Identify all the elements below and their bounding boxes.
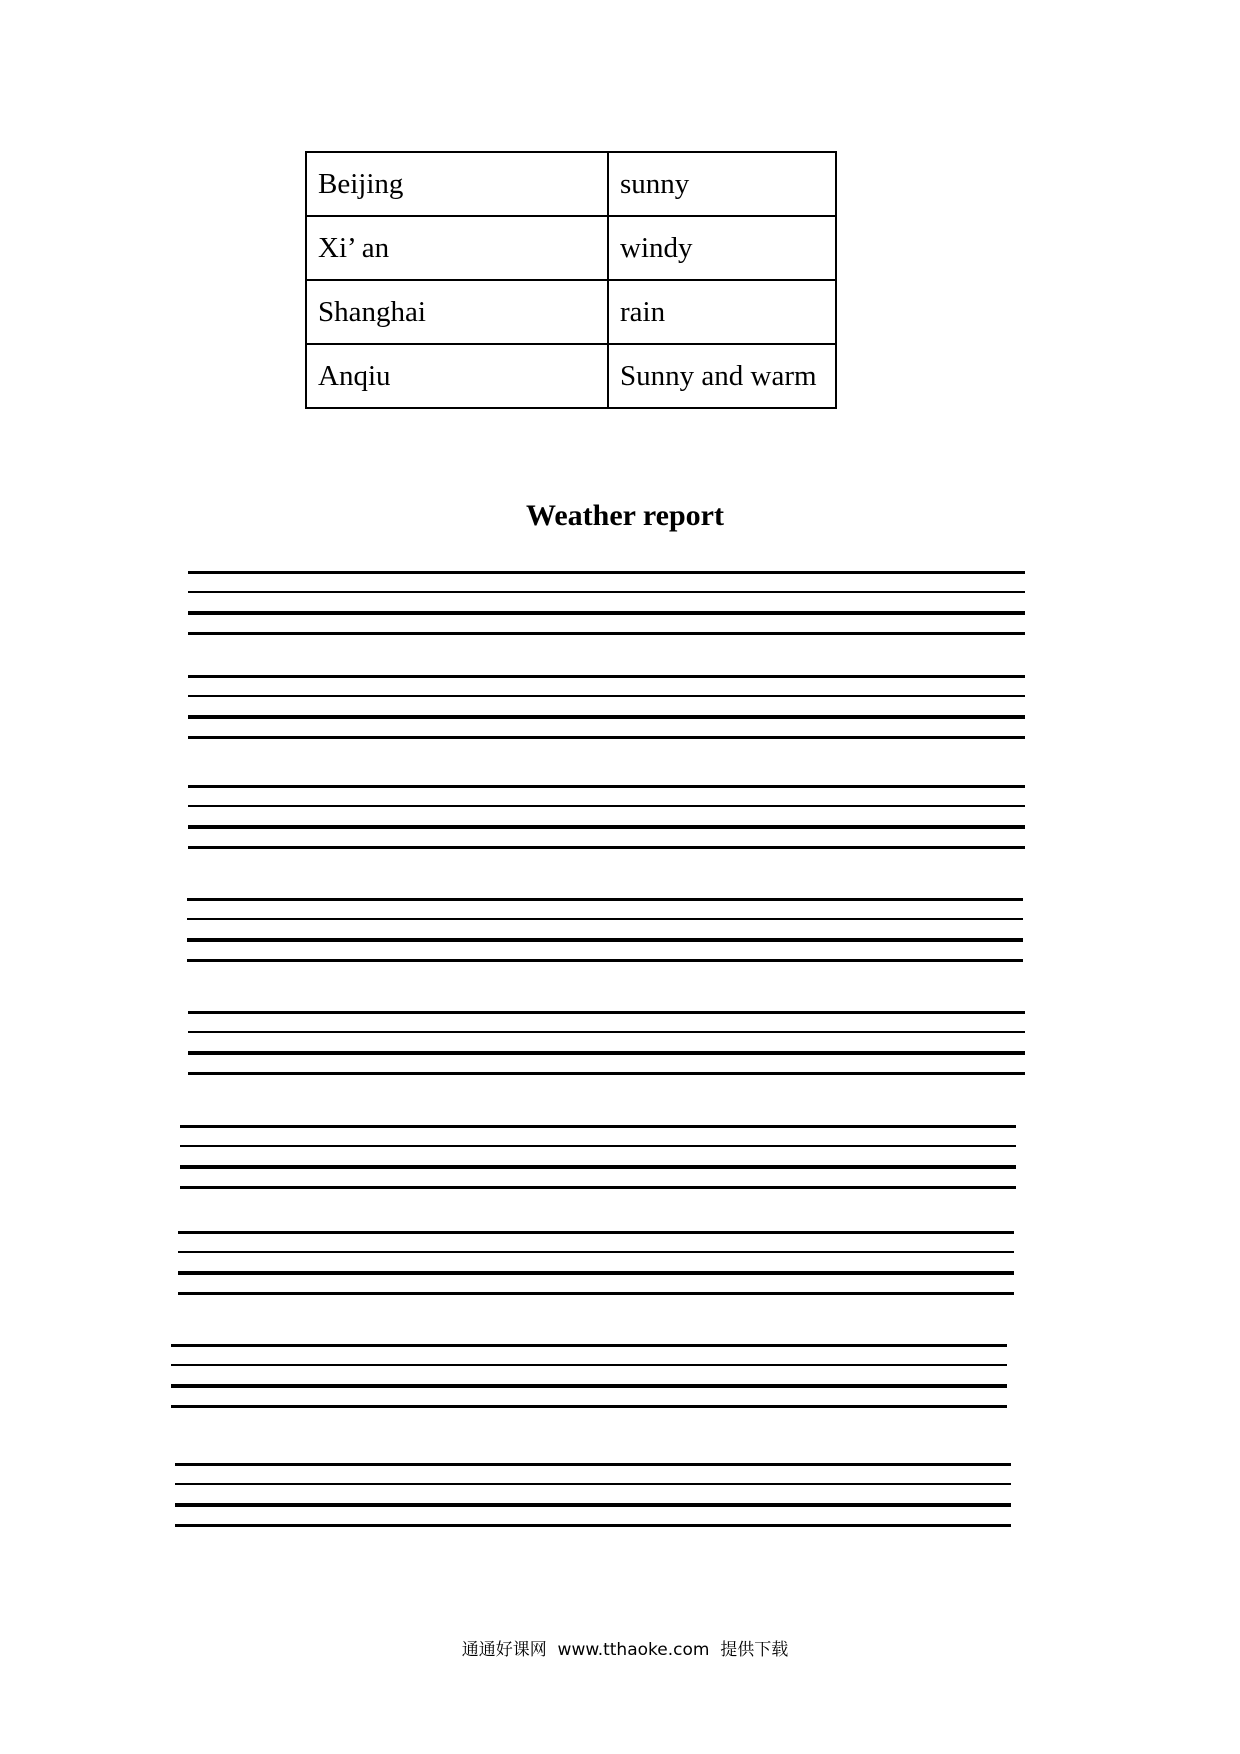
writing-rule: [178, 1231, 1014, 1234]
writing-line-group[interactable]: [175, 1463, 1011, 1527]
writing-rule: [188, 611, 1025, 615]
writing-rule: [187, 959, 1023, 962]
writing-rule: [188, 1031, 1025, 1033]
writing-rule: [171, 1384, 1007, 1388]
writing-rule: [188, 736, 1025, 739]
page-title: Weather report: [525, 499, 724, 532]
writing-rule: [171, 1344, 1007, 1347]
weather-cell: rain: [608, 280, 836, 344]
weather-table: [305, 151, 837, 409]
writing-rule: [188, 1072, 1025, 1075]
writing-line-group[interactable]: [187, 898, 1023, 962]
weather-cell: Sunny and warm: [608, 344, 836, 408]
writing-rule: [188, 632, 1025, 635]
writing-rule: [178, 1251, 1014, 1253]
writing-rule: [188, 1011, 1025, 1014]
writing-rule: [187, 938, 1023, 942]
writing-line-group[interactable]: [178, 1231, 1014, 1295]
writing-rule: [180, 1125, 1016, 1128]
writing-rule: [178, 1292, 1014, 1295]
writing-line-group[interactable]: [188, 1011, 1025, 1075]
writing-rule: [188, 1051, 1025, 1055]
weather-cell: windy: [608, 216, 836, 280]
city-cell: Shanghai: [306, 280, 608, 344]
writing-rule: [188, 825, 1025, 829]
writing-rule: [175, 1483, 1011, 1485]
writing-rule: [188, 715, 1025, 719]
weather-cell: sunny: [608, 152, 836, 216]
city-cell: Beijing: [306, 152, 608, 216]
writing-rule: [188, 571, 1025, 574]
table-row: [306, 152, 836, 216]
writing-rule: [187, 918, 1023, 920]
writing-line-group[interactable]: [188, 785, 1025, 849]
writing-rule: [188, 805, 1025, 807]
city-cell: Anqiu: [306, 344, 608, 408]
writing-rule: [178, 1271, 1014, 1275]
table-row: [306, 280, 836, 344]
writing-rule: [188, 785, 1025, 788]
writing-rule: [175, 1503, 1011, 1507]
writing-rule: [180, 1145, 1016, 1147]
writing-line-group[interactable]: [188, 675, 1025, 739]
writing-rule: [188, 695, 1025, 697]
table-row: [306, 344, 836, 408]
writing-rule: [175, 1524, 1011, 1527]
writing-rule: [180, 1186, 1016, 1189]
footer-text: 通通好课网 www.tthaoke.com 提供下载: [461, 1640, 789, 1660]
writing-rule: [188, 591, 1025, 593]
writing-rule: [188, 846, 1025, 849]
writing-line-group[interactable]: [180, 1125, 1016, 1189]
writing-rule: [171, 1405, 1007, 1408]
writing-line-group[interactable]: [171, 1344, 1007, 1408]
writing-rule: [188, 675, 1025, 678]
writing-rule: [171, 1364, 1007, 1366]
city-cell: Xi’ an: [306, 216, 608, 280]
writing-rule: [180, 1165, 1016, 1169]
writing-rule: [175, 1463, 1011, 1466]
writing-rule: [187, 898, 1023, 901]
table-row: [306, 216, 836, 280]
writing-line-group[interactable]: [188, 571, 1025, 635]
